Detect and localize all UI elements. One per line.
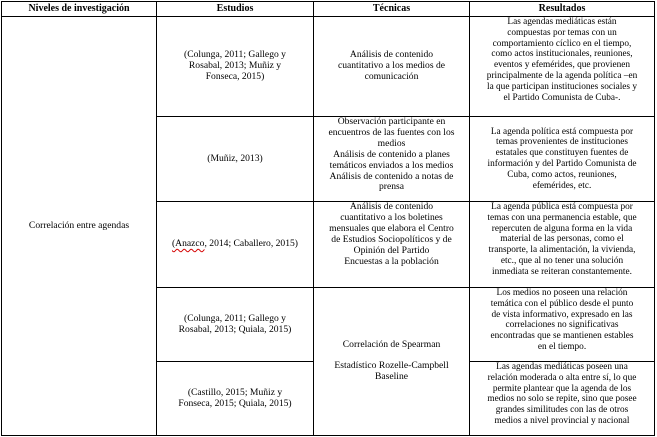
table-row — [2, 17, 655, 117]
header-levels: Niveles de investigación — [2, 2, 157, 17]
results-cell: La agenda pública está compuesta por temas con una permanencia estable, que repercuten de alguna forma en la vida material de las personas, como el transporte, la alimentación, la vivienda, etc., que al no tener una solución inmediata se reiteran constantemente. — [470, 202, 655, 288]
techniques-cell: Análisis de contenido cuantitativo a los boletines mensuales que elabora el Centro de Estudios Sociopolíticos y de Opinión del Partido Encuestas a la población — [314, 202, 470, 288]
techniques-cell: Observación participante en encuentros de las fuentes con los medios Análisis de contenido a planes temáticos enviados a los medios Análisis de contenido a notas de prensa — [314, 117, 470, 202]
spellcheck-word: (Anazco — [171, 238, 205, 250]
header-studies: Estudios — [157, 2, 314, 17]
header-techniques: Técnicas — [314, 2, 470, 17]
studies-cell: (Muñiz, 2013) — [157, 117, 314, 202]
research-level: Correlación entre agendas — [2, 17, 157, 436]
shared-techniques-cell: Correlación de Spearman Estadístico Rozelle-Campbell Baseline — [314, 288, 470, 436]
results-cell: Los medios no poseen una relación temática con el público desde el punto de vista informativo, expresado en las correlaciones no significativas encontradas que se mantienen estables en el tiempo. — [470, 288, 655, 362]
header-results: Resultados — [470, 2, 655, 17]
techniques-cell: Análisis de contenido cuantitativo a los medios de comunicación — [314, 17, 470, 117]
studies-cell: (Anazco, 2014; Caballero, 2015) — [157, 202, 314, 288]
studies-cell: (Colunga, 2011; Gallego y Rosabal, 2013; Muñiz y Fonseca, 2015) — [157, 17, 314, 117]
results-cell: Las agendas mediáticas están compuestas por temas con un comportamiento cíclico en el tiempo, como actos institucionales, reuniones, eventos y efemérides, que provienen principalmente de la agenda política –en la que participan instituciones sociales y el Partido Comunista de Cuba-. — [470, 17, 655, 117]
results-cell: La agenda política está compuesta por temas provenientes de instituciones estatales que constituyen fuentes de información y del Partido Comunista de Cuba, como actos, reuniones, efemérides, etc. — [470, 117, 655, 202]
research-table — [1, 1, 655, 436]
results-cell: Las agendas mediáticas poseen una relación moderada o alta entre sí, lo que permite plantear que la agenda de los medios no solo se repite, sino que posee grandes similitudes con las de otros medios a nivel provincial y nacional — [470, 362, 655, 436]
header-row — [2, 2, 655, 17]
studies-cell: (Castillo, 2015; Muñiz y Fonseca, 2015; Quiala, 2015) — [157, 362, 314, 436]
studies-cell: (Colunga, 2011; Gallego y Rosabal, 2013; Quiala, 2015) — [157, 288, 314, 362]
